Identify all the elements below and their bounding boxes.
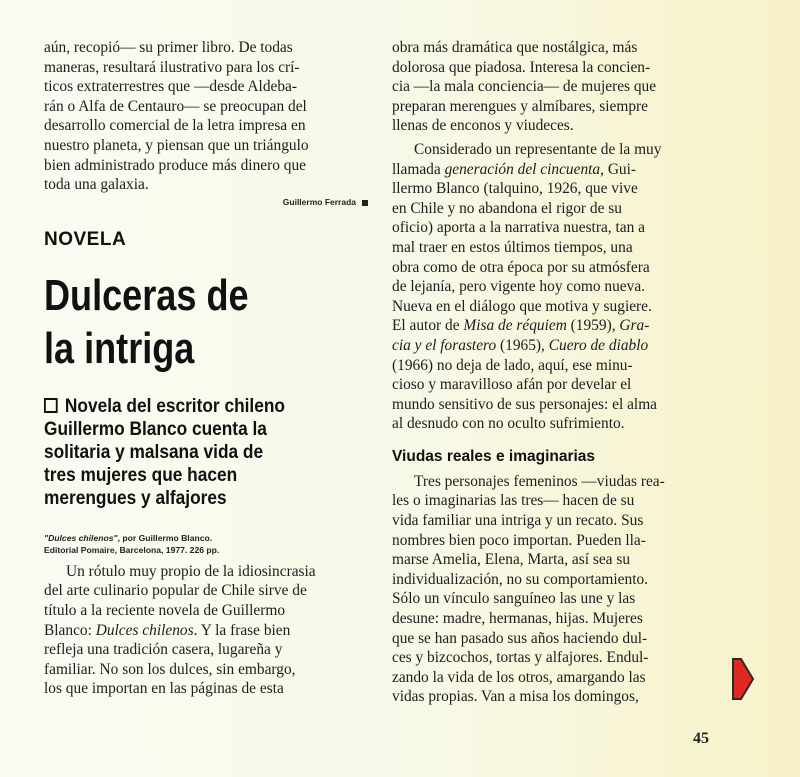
book-credit: "Dulces chilenos", por Guillermo Blanco. Editorial Pomaire, Barcelona, 1977. 226 pp.	[44, 532, 220, 555]
book-title: Dulces chilenos	[95, 621, 194, 639]
section-label: NOVELA	[44, 228, 127, 250]
body-paragraph: Un rótulo muy propio de la idiosincrasia del arte culinario popular de Chile sirve de título a la reciente novela de Guillermo Blanco: Dulces chilenos. Y la frase bien refleja una tradición casera, lugareña y familiar. No son los dulces, sin embargo, los que importan en las páginas de esta	[44, 562, 316, 698]
subheadline: Novela del escritor chileno Guillermo Blanco cuenta la solitaria y malsana vida de tres mujeres que hacen merengues y alfajores	[44, 395, 285, 509]
right-column	[392, 38, 722, 707]
right-paragraph-2: Considerado un representante de la muy llamada generación del cincuenta, Gui- llermo Blanco (talquino, 1926, que vive en Chile y no abandona el rigor de su oficio) aporta a la narrativa nuestra, tan a mal traer en estos últimos tiempos, una obra como de otra época por su atmósfera de lejanía, pero vigente hoy como nueva. Nueva en el diálogo que motiva y sugiere. El autor de Misa de réquiem (1959), Gra- cia y el forastero (1965), Cuero de diablo (1966) no deja de lado, aquí, ese minu- cioso y maravilloso afán por develar el mundo sensitivo de sus personajes: el alma al desnudo con no oculto sufrimiento.	[392, 140, 662, 433]
headline: Dulceras de la intriga	[44, 270, 249, 373]
end-mark-square-icon	[362, 200, 368, 206]
left-column	[44, 38, 374, 699]
section-subheading: Viudas reales e imaginarias	[392, 447, 596, 465]
square-bullet-icon	[44, 398, 58, 413]
page-number: 45	[693, 730, 709, 747]
right-paragraph-3: Tres personajes femeninos —viudas rea- les o imaginarias las tres— hacen de su vida familiar una intriga y un recato. Sus nombres bien poco importan. Pueden lla- marse Amelia, Elena, Marta, así sea su individualización, no su comportamiento. Sólo un vínculo sanguíneo las une y las desune: madre, hermanas, hijas. Mujeres que se han pasado sus años haciendo dul- ces y bizcochos, tortas y alfajores. Endul- zando la vida de los otros, amargando las vidas propias. Van a misa los domingos,	[392, 472, 665, 706]
intro-paragraph: aún, recopió— su primer libro. De todas maneras, resultará ilustrativo para los crí- ticos extraterrestres que —desde Aldeba- rán o Alfa de Centauro— se preocupan del desarrollo comercial de la letra impresa en nuestro planeta, y piensan que un triángulo bien administrado produce más dinero que toda una galaxia.	[44, 39, 309, 194]
right-paragraph-1: obra más dramática que nostálgica, más dolorosa que piadosa. Interesa la concien- cia —la mala conciencia— de mujeres que preparan merengues y almíbares, siempre llenas de enconos y viudeces.	[392, 39, 657, 135]
continue-arrow-icon	[731, 653, 755, 705]
author-signature: Guillermo Ferrada	[44, 197, 368, 207]
